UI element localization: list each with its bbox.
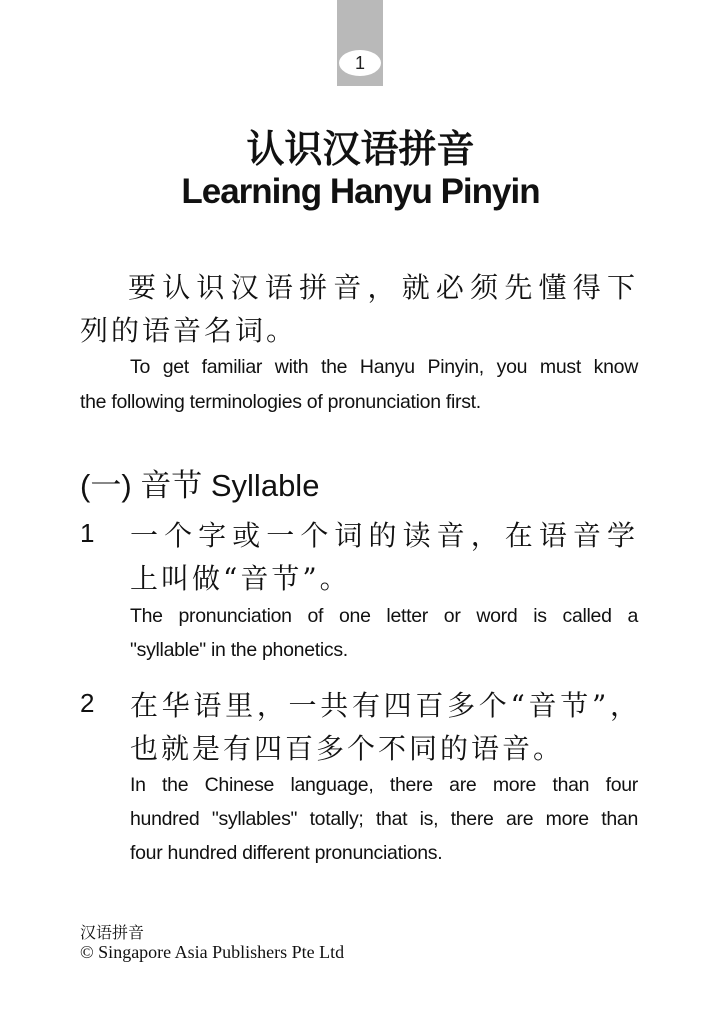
item-english-line: "syllable" in the phonetics. <box>130 639 348 661</box>
item-english-line: hundred "syllables" totally; that is, there are more than <box>130 808 638 830</box>
intro-english-line: the following terminologies of pronunciation first. <box>80 391 481 413</box>
title-english: Learning Hanyu Pinyin <box>181 172 540 211</box>
item-english-line: The pronunciation of one letter or word is called a <box>130 605 638 627</box>
intro-chinese-line: 列的语音名词。 <box>80 314 298 347</box>
section-heading: (一) 音节 Syllable <box>80 468 320 503</box>
item-chinese-line: 也就是有四百多个不同的语音。 <box>130 732 565 765</box>
item-number: 1 <box>80 518 95 548</box>
item-number: 2 <box>80 688 95 718</box>
item-english-line: four hundred different pronunciations. <box>130 842 443 864</box>
title-chinese: 认识汉语拼音 <box>246 129 475 171</box>
item-chinese-line: 一个字或一个词的读音，在语音学 <box>130 519 638 552</box>
intro-english-line: To get familiar with the Hanyu Pinyin, you must know <box>130 356 638 378</box>
page-number: 1 <box>339 50 381 76</box>
footer-book-title: 汉语拼音 <box>80 923 145 942</box>
item-chinese-line: 在华语里，一共有四百多个“音节”， <box>130 689 638 722</box>
footer-copyright: © Singapore Asia Publishers Pte Ltd <box>80 942 345 962</box>
intro-chinese-line: 要认识汉语拼音，就必须先懂得下 <box>128 271 638 304</box>
page-number-tab <box>337 0 383 86</box>
item-english-line: In the Chinese language, there are more than four <box>130 774 638 796</box>
item-chinese-line: 上叫做“音节”。 <box>130 562 351 595</box>
